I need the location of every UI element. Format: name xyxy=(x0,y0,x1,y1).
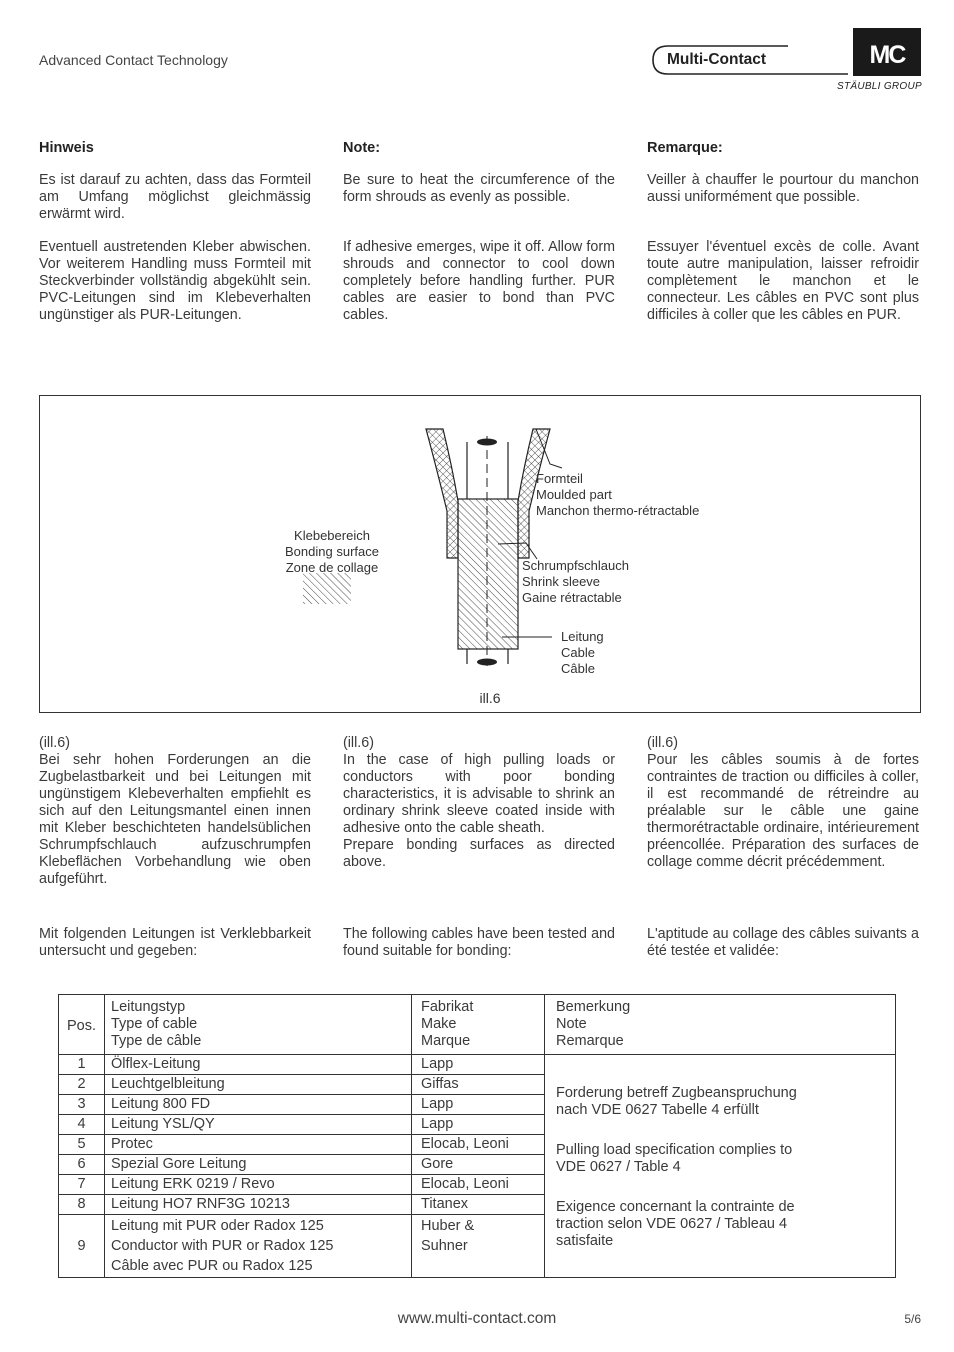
tested-en: The following cables have been tested and found suitable for bonding: xyxy=(343,926,615,959)
note-de-section xyxy=(39,140,311,157)
bonding-surface-label: Klebebereich Bonding surface Zone de collage xyxy=(285,528,379,575)
table-row: 8 Leitung HO7 RNF3G 10213 Titanex xyxy=(59,1195,896,1215)
note-en-section xyxy=(343,140,615,157)
table-row: 2 Leuchtgelbleitung Giffas xyxy=(59,1075,896,1095)
header-company-tagline: Advanced Contact Technology xyxy=(39,52,228,68)
table-row: 1 Ölflex-Leitung Lapp Forderung betreff Zugbeanspruchung nach VDE 0627 Tabelle 4 erfüllt Pulling load specification complies to VDE 0627 / Table 4 Exigence concernant la contrainte de traction selon VDE 0627 / Tableau 4 satisfaite xyxy=(59,1055,896,1075)
note-de-heading: Hinweis xyxy=(39,140,94,156)
ill-fr-ref: (ill.6) xyxy=(647,735,678,751)
table-row: 3 Leitung 800 FD Lapp xyxy=(59,1095,896,1115)
table-header-row xyxy=(59,995,896,1055)
note-de-p1: Es ist darauf zu achten, dass das Formteil am Umfang möglichst gleichmässig erwärmt wird. xyxy=(39,172,311,222)
logo-group-name: STÄUBLI GROUP xyxy=(836,81,922,92)
header-pos: Pos. xyxy=(59,995,105,1055)
ill-de-ref: (ill.6) xyxy=(39,735,70,751)
tested-cables-table xyxy=(58,994,896,1278)
mc-logo-mark: MC xyxy=(853,28,921,76)
page-number: 5/6 xyxy=(904,1312,921,1326)
figure-caption: ill.6 xyxy=(479,690,501,706)
table-row: 9 Leitung mit PUR oder Radox 125 Conductor with PUR or Radox 125 Câble avec PUR ou Radox 125 Huber & Suhner xyxy=(59,1215,896,1278)
note-fr-heading: Remarque: xyxy=(647,140,723,156)
remark-de: Forderung betreff Zugbeanspruchung nach VDE 0627 Tabelle 4 erfüllt xyxy=(556,1085,797,1118)
cable-label: Leitung Cable Câble xyxy=(561,629,604,676)
remark-fr: Exigence concernant la contrainte de traction selon VDE 0627 / Tableau 4 satisfaite xyxy=(556,1199,795,1249)
tested-fr: L'aptitude au collage des câbles suivants a été testée et validée: xyxy=(647,926,919,959)
shrink-sleeve-label: Schrumpfschlauch Shrink sleeve Gaine rétractable xyxy=(522,558,629,605)
header-make: Fabrikat Make Marque xyxy=(412,995,545,1055)
footer-website: www.multi-contact.com xyxy=(397,1310,557,1327)
note-en-heading: Note: xyxy=(343,140,381,156)
table-row: 7 Leitung ERK 0219 / Revo Elocab, Leoni xyxy=(59,1175,896,1195)
logo-name: Multi-Contact xyxy=(667,51,767,68)
ill-de-text: Bei sehr hohen Forderungen an die Zugbelastbarkeit und bei Leitungen mit ungünstigem Klebeverhalten empfiehlt es sich auf den Leitungsmantel einen innen mit Kleber beschichteten handelsüblichen Schrumpfschlauch aufzuschrumpfen Klebeflächen Vorbehandlung wie oben aufgeführt. xyxy=(39,752,311,887)
tested-de: Mit folgenden Leitungen ist Verklebbarkeit untersucht und gegeben: xyxy=(39,926,311,959)
note-fr-section xyxy=(647,140,919,157)
table-row: 6 Spezial Gore Leitung Gore xyxy=(59,1155,896,1175)
moulded-part-drawing xyxy=(40,396,922,714)
table-row: 5 Protec Elocab, Leoni xyxy=(59,1135,896,1155)
note-fr-p2: Essuyer l'éventuel excès de colle. Avant toute autre manipulation, laisser refroidir complètement le manchon et le connecteur. Les câbles en PVC sont plus difficiles à coller que les câbles en PUR. xyxy=(647,239,919,323)
ill-en-ref: (ill.6) xyxy=(343,735,374,751)
illustration-6-box xyxy=(39,395,921,713)
note-en-p1: Be sure to heat the circumference of the form shrouds as evenly as possible. xyxy=(343,172,615,205)
ill-fr-text: Pour les câbles soumis à de fortes contraintes de traction ou difficiles à coller, il est recommandé de rétreindre au préalable sur le câble une gaine thermorétractable ordinaire, intérieurement préencollée. Préparation des surfaces de collage comme décrit précédemment. xyxy=(647,752,919,870)
header-type: Leitungstyp Type of cable Type de câble xyxy=(105,995,412,1055)
remark-en: Pulling load specification complies to VDE 0627 / Table 4 xyxy=(556,1142,793,1175)
table-row: 4 Leitung YSL/QY Lapp xyxy=(59,1115,896,1135)
remarks-cell xyxy=(545,1055,896,1278)
note-en-p2: If adhesive emerges, wipe it off. Allow form shrouds and connector to cool down completely before handling further. PUR cables are easier to bond than PVC cables. xyxy=(343,239,615,323)
note-fr-p1: Veiller à chauffer le pourtour du manchon aussi uniformément que possible. xyxy=(647,172,919,205)
multi-contact-logo xyxy=(652,45,848,75)
ill-en-text: In the case of high pulling loads or conductors with poor bonding characteristics, it is advisable to shrink an ordinary shrink sleeve coated inside with adhesive onto the cable sheath. xyxy=(343,752,615,836)
note-de-p2: Eventuell austretenden Kleber abwischen. Vor weiterem Handling muss Formteil mit Steckverbinder vollständig abgekühlt sein. PVC-Leitungen sind im Klebeverhalten ungünstiger als PUR-Leitungen. xyxy=(39,239,311,323)
moulded-part-label: Formteil Moulded part Manchon thermo-rétractable xyxy=(536,471,700,518)
header-note: Bemerkung Note Remarque xyxy=(545,995,896,1055)
ill-en-text2: Prepare bonding surfaces as directed above. xyxy=(343,837,615,870)
